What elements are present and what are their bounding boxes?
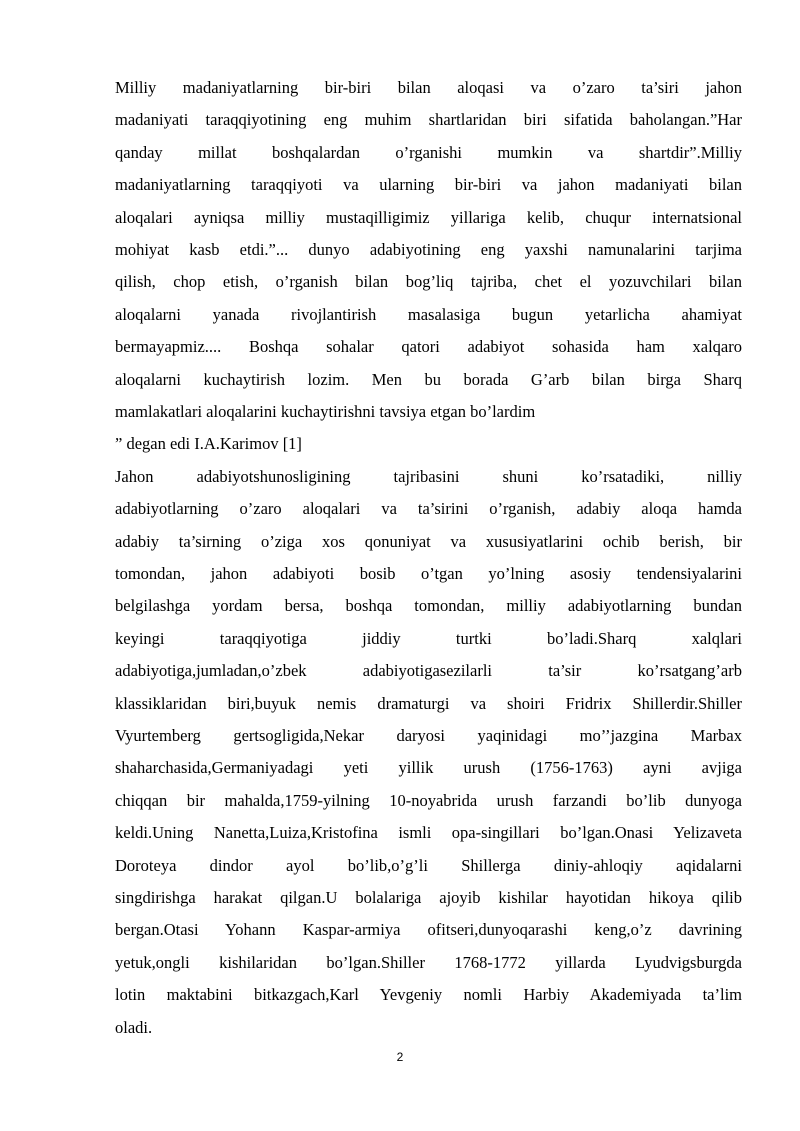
text-line: oladi. [115,1017,153,1037]
text-line: chiqqan bir mahalda,1759-yilning 10-noyabrida urush farzandi bo’lib dunyoga [115,790,742,810]
text-line: keyingi taraqqiyotiga jiddiy turtki bo’ladi.Sharq xalqlari [115,628,742,648]
text-line: madaniyati taraqqiyotining eng muhim shartlaridan biri sifatida baholangan.”Har [115,110,742,130]
text-line: belgilashga yordam bersa, boshqa tomondan, milliy adabiyotlarning bundan [115,596,742,616]
text-line: Vyurtemberg gertsogligida,Nekar daryosi yaqinidagi mo’’jazgina Marbax [115,726,742,745]
text-line: qanday millat boshqalardan o’rganishi mumkin va shartdir”.Milliy [115,142,742,162]
text-line: keldi.Uning Nanetta,Luiza,Kristofina ismli opa-singillari bo’lgan.Onasi Yelizaveta [115,823,742,843]
text-line: Jahon adabiyotshunosligining tajribasini shuni ko’rsatadiki, nilliy [115,466,742,486]
text-line: adabiy ta’sirning o’ziga xos qonuniyat va xususiyatlarini ochib berish, bir [115,531,742,551]
page-number: 2 [396,1050,404,1064]
text-line: bermayapmiz.... Boshqa sohalar qatori adabiyot sohasida ham xalqaro [115,337,742,357]
text-line: tomondan, jahon adabiyoti bosib o’tgan yo’lning asosiy tendensiyalarini [115,564,742,583]
text-line: shaharchasida,Germaniyadagi yeti yillik urush (1756-1763) ayni avjiga [115,758,742,778]
text-line: mohiyat kasb etdi.”... dunyo adabiyotining eng yaxshi namunalarini tarjima [115,240,742,259]
text-line: lotin maktabini bitkazgach,Karl Yevgeniy nomli Harbiy Akademiyada ta’lim [115,985,742,1005]
text-line: singdirishga harakat qilgan.U bolalariga ajoyib kishilar hayotidan hikoya qilib [115,888,742,907]
text-line: ” degan edi I.A.Karimov [1] [115,434,302,454]
text-line: aloqalarni kuchaytirish lozim. Men bu borada G’arb bilan birga Sharq [115,369,742,389]
text-line: klassiklaridan biri,buyuk nemis dramaturgi va shoiri Fridrix Shillerdir.Shiller [115,693,742,713]
text-line: aloqalarni yanada rivojlantirish masalasiga bugun yetarlicha ahamiyat [115,304,742,324]
text-line: mamlakatlari aloqalarini kuchaytirishni tavsiya etgan bo’lardim [115,402,536,421]
text-line: qilish, chop etish, o’rganish bilan bog’liq tajriba, chet el yozuvchilari bilan [115,272,742,292]
text-line: Milliy madaniyatlarning bir-biri bilan aloqasi va o’zaro ta’siri jahon [115,78,742,97]
text-line: aloqalari ayniqsa milliy mustaqilligimiz yillariga kelib, chuqur internatsional [115,207,742,227]
text-line: adabiyotlarning o’zaro aloqalari va ta’sirini o’rganish, adabiy aloqa hamda [115,499,742,519]
text-line: bergan.Otasi Yohann Kaspar-armiya ofitseri,dunyoqarashi keng,o’z davrining [115,920,742,940]
text-line: yetuk,ongli kishilaridan bo’lgan.Shiller 1768-1772 yillarda Lyudvigsburgda [115,952,742,972]
text-line: Doroteya dindor ayol bo’lib,o’g’li Shillerga diniy-ahloqiy aqidalarni [115,855,742,875]
text-line: adabiyotiga,jumladan,o’zbek adabiyotigasezilarli ta’sir ko’rsatgang’arb [115,661,742,681]
text-line: madaniyatlarning taraqqiyoti va ularning bir-biri va jahon madaniyati bilan [115,175,742,195]
